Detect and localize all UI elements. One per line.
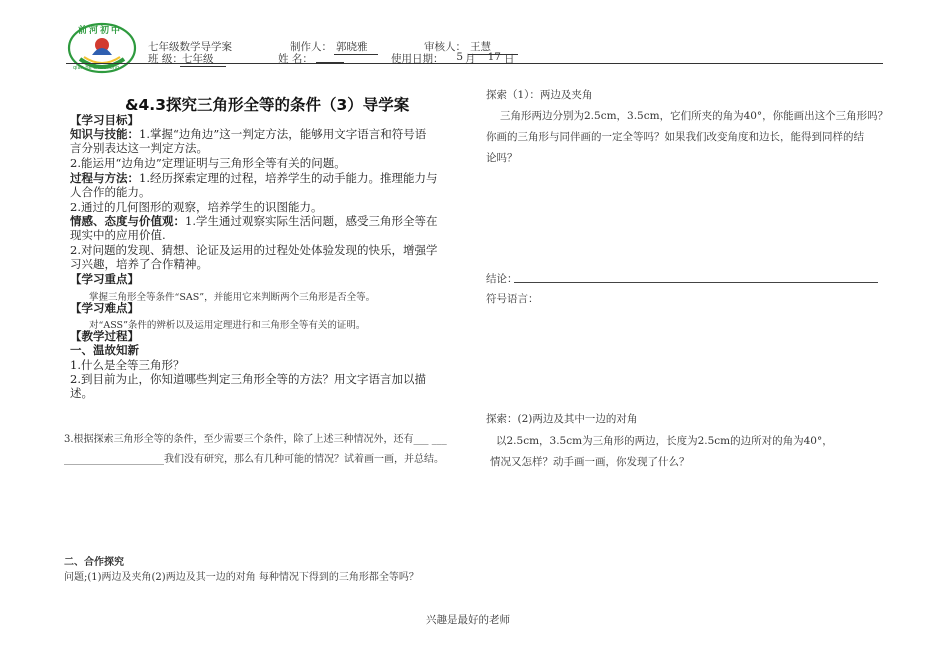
review-q3a: 3.根据探索三角形全等的条件，至少需要三个条件，除了上述三种情况外，还有: [64, 434, 414, 445]
process-heading: 【教学过程】: [70, 329, 139, 343]
emotion-2a: 2.对问题的发现、猜想、论证及运用的过程处处体验发现的快乐，增强学: [70, 243, 438, 257]
conclusion-label: 结论：: [486, 273, 518, 285]
footer-motto: 兴趣是最好的老师: [426, 614, 510, 626]
explore2-line2: 情况又怎样？动手画一画，你发现了什么？: [490, 456, 690, 468]
review-q2a: 2.到目前为止，你知道哪些判定三角形全等的方法？用文字语言加以描: [70, 372, 426, 386]
emotion-1a: 1.学生通过观察实际生活问题，感受三角形全等在: [185, 214, 438, 228]
difficulty-heading: 【学习难点】: [70, 301, 139, 315]
header-author-label: 制作人：: [290, 41, 332, 53]
header-date-label: 使用日期：: [391, 53, 444, 65]
document-title: &4.3探究三角形全等的条件（3）导学案: [125, 96, 410, 114]
header-reviewer-label: 审核人：: [424, 41, 466, 53]
review-q2b: 述。: [70, 386, 93, 400]
review-q3-line-1: [64, 430, 447, 445]
key-heading: 【学习重点】: [70, 272, 139, 286]
explore2-title: 探索：(2)两边及其中一边的对角: [486, 413, 638, 425]
explore2-line1: 以2.5cm，3.5cm为三角形的两边，长度为2.5cm的边所对的角为40°，: [496, 435, 833, 447]
review-q3b-blank[interactable]: ____________________: [64, 454, 164, 465]
header-date-day: 17: [477, 51, 503, 64]
symbol-label: 符号语言：: [486, 293, 539, 305]
process-1a: 1.经历探索定理的过程，培养学生的动手能力。推理能力与: [139, 171, 438, 185]
header-name-label: 姓 名：: [278, 53, 313, 65]
explore1-line2: 你画的三角形与同伴画的一定全等吗？如果我们改变角度和边长，能得到同样的结: [486, 131, 864, 143]
explore1-title: 探索（1）：两边及夹角: [486, 89, 593, 101]
key-text: 掌握三角形全等条件“SAS”，并能用它来判断两个三角形是否全等。: [89, 292, 376, 303]
emotion-1b: 现实中的应用价值.: [70, 228, 166, 242]
review-q3b: 我们没有研究，那么有几种可能的情况？试着画一画，并总结。: [164, 454, 444, 465]
header-class-value: 七年级: [180, 51, 226, 67]
knowledge-1a: 1.掌握“边角边”这一判定方法，能够用文字语言和符号语: [139, 127, 427, 141]
knowledge-label: 知识与技能：: [70, 127, 139, 141]
knowledge-line-1: [70, 127, 426, 142]
header-month-char: 月: [465, 53, 476, 65]
header-class-label: 班 级：: [148, 53, 183, 65]
emotion-line-1: [70, 214, 437, 229]
difficulty-text: 对“ASS”条件的辨析以及运用定理进行和三角形全等有关的证明。: [89, 320, 366, 331]
review-q1: 1.什么是全等三角形？: [70, 358, 185, 372]
header-subject: 七年级数学导学案: [148, 41, 232, 53]
goals-heading: 【学习目标】: [70, 113, 139, 127]
process-1b: 人合作的能力。: [70, 185, 151, 199]
process-line-1: [70, 171, 437, 186]
review-heading: 一、温故知新: [70, 343, 139, 357]
header-rule: [66, 63, 883, 64]
emotion-2b: 习兴趣，培养了合作精神。: [70, 257, 208, 271]
logo-text: 前河初中: [78, 26, 123, 36]
logo-subtext: qian he chu zhong: [73, 65, 120, 71]
header-reviewer-value: 王慧: [468, 39, 518, 55]
coop-heading: 二、合作探究: [64, 557, 124, 568]
header-day-char: 日: [504, 53, 515, 65]
explore1-line1: 三角形两边分别为2.5cm，3.5cm，它们所夹的角为40°，你能画出这个三角形吗？: [500, 110, 889, 122]
knowledge-1b: 言分别表达这一判定方法。: [70, 141, 208, 155]
conclusion-blank-line[interactable]: [514, 282, 878, 283]
header-author-value: 郭晓雅: [334, 39, 378, 55]
process-label: 过程与方法：: [70, 171, 139, 185]
header-name-value: [316, 51, 344, 63]
header-date-month: 5: [447, 51, 465, 64]
explore1-line3: 论吗？: [486, 152, 518, 164]
process-2: 2.通过的几何图形的观察，培养学生的识图能力。: [70, 200, 323, 214]
school-logo: [66, 21, 138, 75]
review-q3a-blank[interactable]: ___ ___: [413, 434, 447, 445]
emotion-label: 情感、态度与价值观：: [70, 214, 185, 228]
review-q3-line-2: [64, 450, 444, 465]
coop-question: 问题;(1)两边及夹角(2)两边及其一边的对角 每种情况下得到的三角形都全等吗？: [64, 572, 419, 583]
knowledge-2: 2.能运用“边角边”定理证明与三角形全等有关的问题。: [70, 156, 346, 170]
